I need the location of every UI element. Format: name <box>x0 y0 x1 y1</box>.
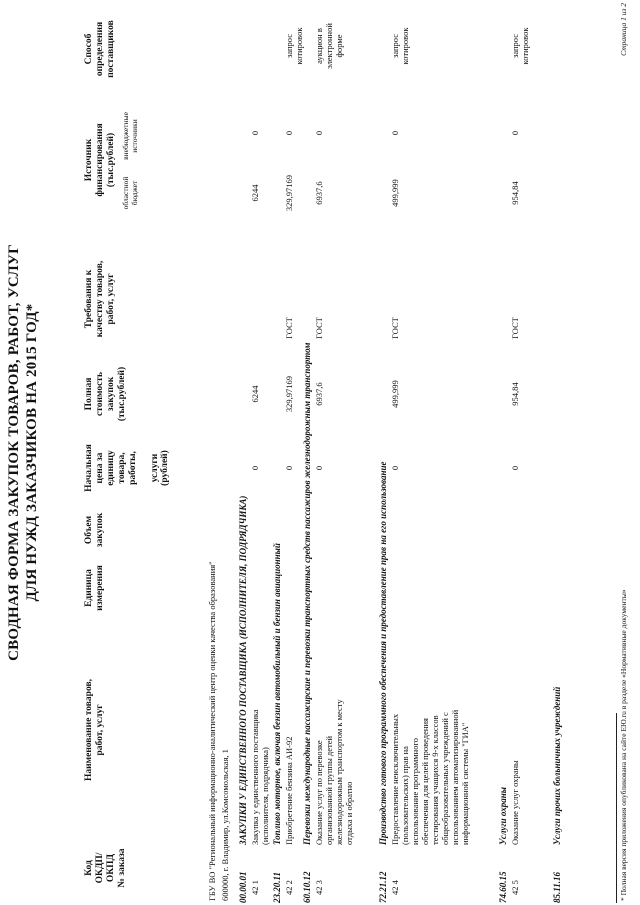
section-title: Производство готового программного обеспечения и предоставление прав на его использование <box>378 461 388 845</box>
row-number: 42 5 <box>510 880 520 895</box>
regional-budget: 6937,6 <box>314 181 324 205</box>
document-title: СВОДНАЯ ФОРМА ЗАКУПОК ТОВАРОВ, РАБОТ, УСЛУГ <box>6 244 22 661</box>
header-line: работ, услуг <box>94 704 105 756</box>
total-cost: 499,999 <box>390 380 400 408</box>
header-line: источники <box>129 119 139 153</box>
item-description: информационной системы "ГИА" <box>460 722 470 845</box>
section-code: 23.20.11 <box>272 871 282 903</box>
header-volume <box>84 505 106 555</box>
item-description: тестирования учащихся 9-х классов <box>430 715 440 845</box>
item-description: обеспечения для целей проведения <box>420 718 430 845</box>
total-cost: 954,84 <box>510 382 520 406</box>
extrabudgetary: 0 <box>284 130 294 136</box>
procurement-method: форме <box>334 34 344 58</box>
organization-name: ГБУ ВО "Региональный информационно-аналитический центр оценки качества образования" <box>207 561 217 901</box>
item-description: Приобретение бензина АИ-92 <box>284 736 294 845</box>
header-code <box>84 833 128 903</box>
header-method <box>84 1 117 97</box>
header-line: работ, услуг <box>105 273 116 325</box>
row-number: 42 2 <box>284 880 294 895</box>
header-line: областной <box>121 176 130 210</box>
header-line: бюджет <box>129 180 139 206</box>
procurement-method: запрос <box>390 33 400 59</box>
footnote-divider <box>616 713 617 903</box>
row-number: 42 1 <box>250 880 260 895</box>
item-description: организованной группы детей <box>324 735 334 845</box>
header-line: Объем <box>84 515 94 545</box>
procurement-method: котировок <box>400 27 410 65</box>
footnote: * Полная версия приложения опубликована на сайте ЕЮ.ru в разделе «Нормативные документы» <box>619 589 628 901</box>
header-line: Код <box>84 860 94 876</box>
header-line: финансирования <box>94 123 105 197</box>
header-funding <box>84 115 117 205</box>
item-description: Предоставление неисключительных <box>390 713 400 845</box>
section-title: Услуги охраны <box>498 787 508 845</box>
item-description: (исполнителя, подрядчика) <box>260 747 270 845</box>
organization-address: 600000, г. Владимир, ул.Комсомольская, 1 <box>220 749 230 901</box>
header-line: качеству товаров, <box>94 260 105 338</box>
header-line: Источник <box>84 138 94 182</box>
header-requirements <box>84 249 117 349</box>
header-line: стоимость <box>94 372 105 416</box>
header-line: (тыс.рублей) <box>105 132 116 188</box>
header-line: Способ <box>84 33 94 65</box>
item-description: общеобразовательных учреждений с <box>440 712 450 845</box>
header-line: закупок <box>94 512 105 548</box>
header-total <box>84 357 128 431</box>
item-description: (пользовательских) прав на <box>400 746 410 845</box>
item-description: использованием автоматизированной <box>450 709 460 845</box>
header-line: внебюджетные <box>121 112 130 160</box>
header-line: (тыс.рублей) <box>116 366 127 422</box>
section-title: Перевозки международные пассажирские и перевозки транспортных средств пассажиров железнодорожным транспортом <box>302 342 312 845</box>
initial-price: 0 <box>250 465 260 471</box>
initial-price: 0 <box>510 465 520 471</box>
header-unit <box>84 557 106 619</box>
total-cost: 6937,6 <box>314 382 324 406</box>
item-description: отдыха и обратно <box>344 781 354 845</box>
header-funding-regional <box>122 167 139 219</box>
section-code: 74.60.15 <box>498 871 508 903</box>
page-number: Страница 1 из 2 <box>619 3 628 56</box>
row-number: 42 4 <box>390 880 400 895</box>
procurement-method: котировок <box>294 27 304 65</box>
header-funding-extra <box>122 103 139 169</box>
quality-requirement: ГОСТ <box>390 317 400 339</box>
header-line: измерения <box>94 565 105 611</box>
extrabudgetary: 0 <box>390 130 400 136</box>
header-line: № заказа <box>116 848 127 888</box>
initial-price: 0 <box>284 465 294 471</box>
item-description: использование программного <box>410 738 420 845</box>
header-line: единицу <box>105 450 116 486</box>
section-code: 00.00.01 <box>238 871 248 903</box>
header-line <box>139 435 150 501</box>
document-subtitle: ДЛЯ НУЖД ЗАКАЗЧИКОВ НА 2015 ГОД* <box>24 303 40 602</box>
header-name <box>84 635 106 825</box>
header-line: Полная <box>84 377 94 411</box>
section-code: 85.11.16 <box>552 871 562 903</box>
total-cost: 329,97169 <box>284 375 294 413</box>
regional-budget: 6244 <box>250 184 260 202</box>
quality-requirement: ГОСТ <box>284 317 294 339</box>
item-description: Закупка у единственного поставщика <box>250 709 260 845</box>
procurement-method: аукцион в <box>314 28 324 64</box>
header-line: поставщиков <box>105 20 116 78</box>
header-line: ОКПД <box>105 853 116 883</box>
header-price <box>84 435 171 501</box>
row-number: 42 3 <box>314 880 324 895</box>
procurement-method: электронной <box>324 23 334 69</box>
header-line: определения <box>94 21 105 77</box>
procurement-method: котировок <box>520 27 530 65</box>
header-line: Требования к <box>84 269 94 329</box>
section-title: ЗАКУПКИ У ЕДИНСТВЕННОГО ПОСТАВЩИКА (ИСПОЛНИТЕЛЯ, ПОДРЯДЧИКА) <box>238 495 248 845</box>
section-title: Услуги прочих больничных учреждений <box>552 686 562 845</box>
section-code: 60.10.12 <box>302 871 312 903</box>
total-cost: 6244 <box>250 385 260 403</box>
extrabudgetary: 0 <box>250 130 260 136</box>
procurement-method: запрос <box>510 33 520 59</box>
quality-requirement: ГОСТ <box>510 317 520 339</box>
header-line: работы, <box>127 451 138 485</box>
section-code: 72.21.12 <box>378 871 388 903</box>
header-line: цена за <box>94 452 105 484</box>
item-description: железнодорожным транспортом к месту <box>334 699 344 845</box>
section-title: Топливо моторное, включая бензин автомобильный и бензин авиационный <box>272 543 282 845</box>
header-line: Единица <box>84 569 94 607</box>
item-description: Оказание услуг охраны <box>510 760 520 845</box>
item-description: Оказание услуг по перевозке <box>314 740 324 845</box>
initial-price: 0 <box>314 465 324 471</box>
header-line: Начальная <box>84 444 94 492</box>
quality-requirement: ГОСТ <box>314 317 324 339</box>
regional-budget: 329,97169 <box>284 174 294 212</box>
header-line: закупок <box>105 376 116 412</box>
regional-budget: 499,999 <box>390 179 400 207</box>
header-line: услуги <box>149 453 160 483</box>
header-line: (рублей) <box>160 450 171 486</box>
extrabudgetary: 0 <box>314 130 324 136</box>
regional-budget: 954,84 <box>510 181 520 205</box>
header-line: товара, <box>116 452 127 484</box>
initial-price: 0 <box>390 465 400 471</box>
header-line: ОКДП/ <box>94 852 105 884</box>
header-line: Наименование товаров, <box>84 679 94 781</box>
extrabudgetary: 0 <box>510 130 520 136</box>
procurement-method: запрос <box>284 33 294 59</box>
